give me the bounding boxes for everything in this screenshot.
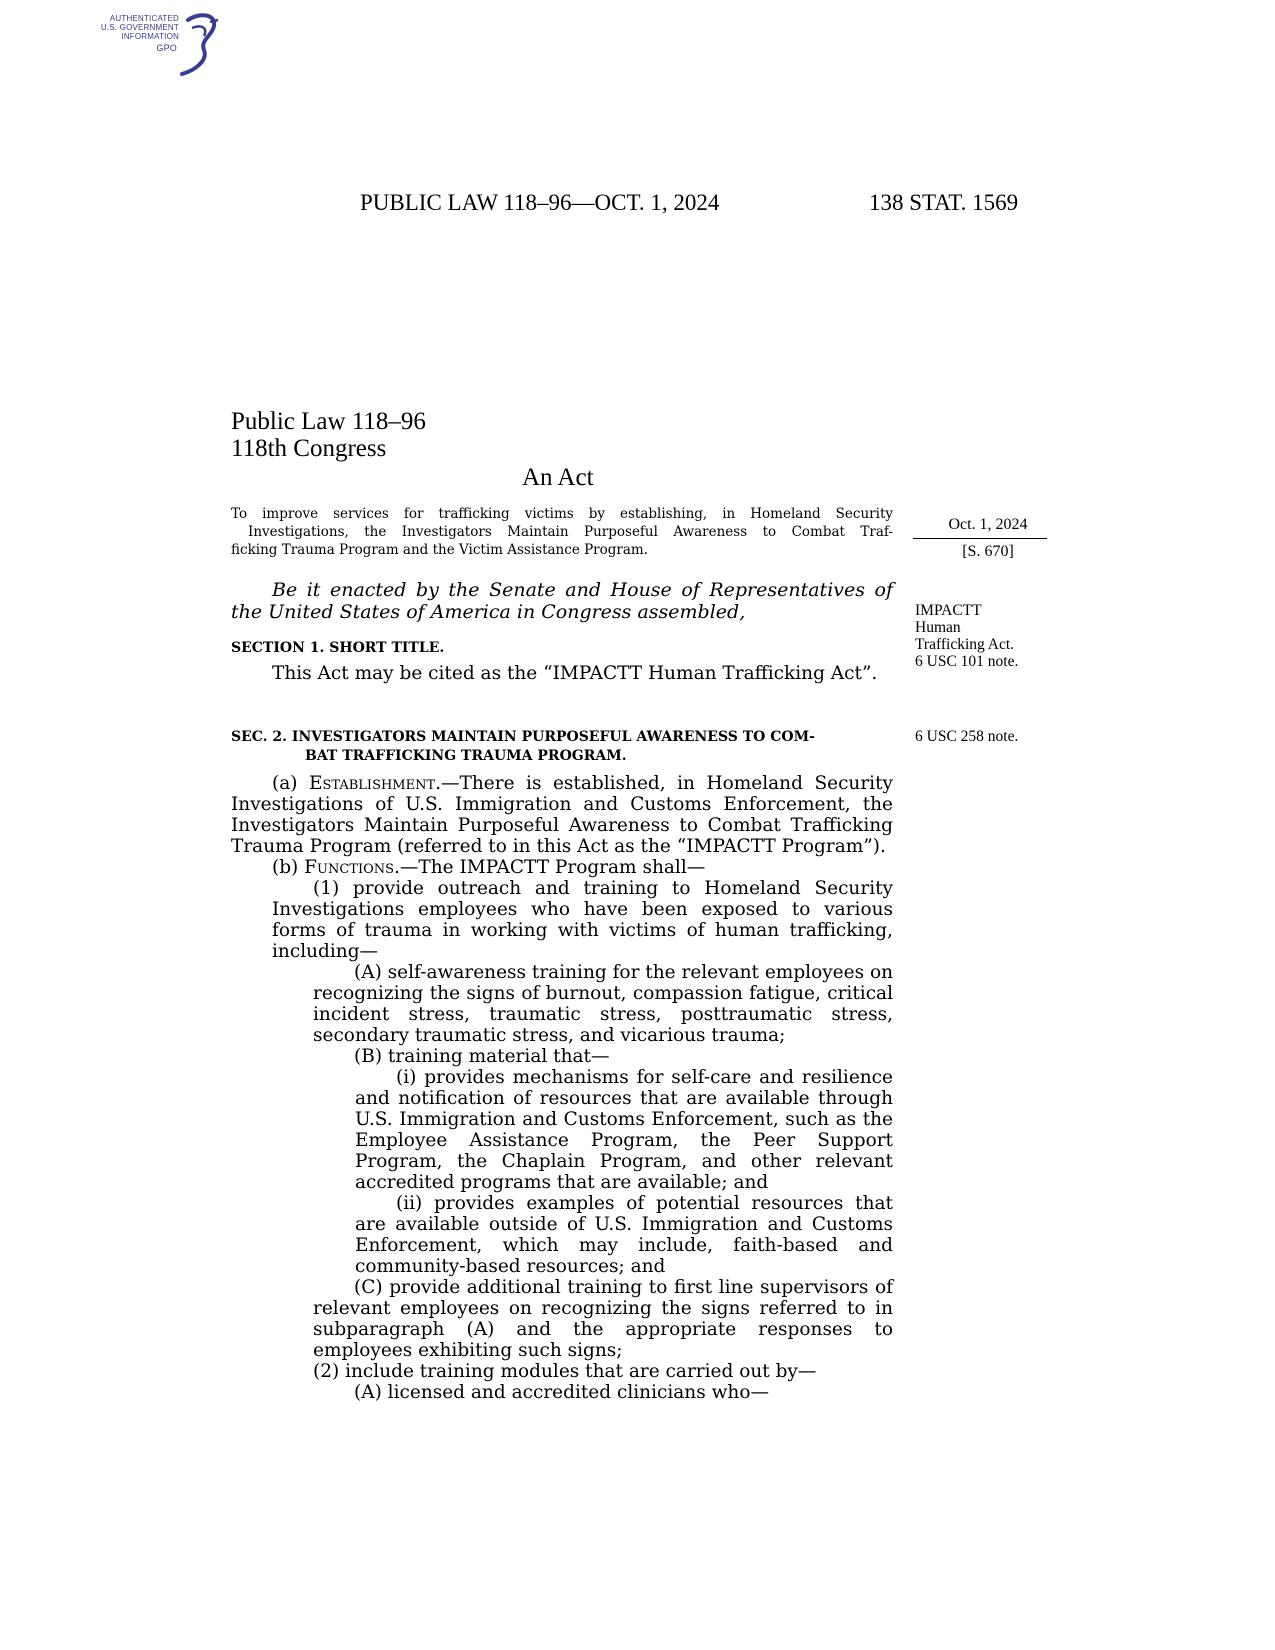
section-1-body: This Act may be cited as the “IMPACTT Human Trafficking Act”.	[272, 663, 878, 684]
statutes-page-number: 138 STAT. 1569	[869, 190, 1019, 215]
subparagraph-1A: (A) self-awareness training for the relevant employees on recognizing the signs of burnout, compassion fatigue, critical incident stress, traumatic stress, posttraumatic stress, secondary traumatic stress, and vicarious trauma;	[313, 962, 894, 1046]
margin-note-line: Human	[915, 619, 961, 636]
act-purpose	[231, 505, 893, 559]
clause-1Bii: (ii) provides examples of potential resources that are available outside of U.S. Immigration and Customs Enforcement, which may include, faith-based and community-based resources; and	[355, 1193, 893, 1277]
enactment-date-note: Oct. 1, 2024	[948, 516, 1028, 533]
purpose-line-2: Investigations, the Investigators Maintain Purposeful Awareness to Combat Traf-	[248, 524, 893, 540]
margin-divider	[913, 538, 1047, 539]
section-1-heading: SECTION 1. SHORT TITLE.	[231, 640, 445, 656]
seal-line-3: INFORMATION	[121, 32, 179, 41]
section-2-heading-line-2: BAT TRAFFICKING TRAUMA PROGRAM.	[305, 748, 627, 764]
bill-number-note: [S. 670]	[962, 543, 1014, 560]
sec2-margin-note: 6 USC 258 note.	[915, 728, 1019, 745]
subsection-a-label: (a)	[272, 773, 309, 794]
purpose-line-3: ficking Trauma Program and the Victim Assistance Program.	[231, 542, 648, 558]
purpose-line-1: To improve services for trafficking victims by establishing, in Homeland Security	[231, 506, 893, 522]
public-law-number: Public Law 118–96	[231, 408, 426, 435]
subparagraph-1C: (C) provide additional training to first line supervisors of relevant employees on recognizing the signs referred to in subparagraph (A) and the appropriate responses to employees exhibiting such signs;	[313, 1277, 893, 1361]
subparagraph-2A: (A) licensed and accredited clinicians who—	[354, 1382, 769, 1403]
congress-number: 118th Congress	[231, 435, 387, 462]
subsection-b-heading: Functions	[304, 857, 395, 878]
margin-note-line: Trafficking Act.	[915, 636, 1015, 653]
paragraph-2: (2) include training modules that are carried out by—	[313, 1361, 817, 1382]
gpo-authentication-seal	[92, 10, 227, 76]
enacting-clause: Be it enacted by the Senate and House of Representatives of the United States of America in Congress assembled,	[231, 579, 893, 623]
running-header-title: PUBLIC LAW 118–96—OCT. 1, 2024	[360, 190, 720, 215]
paragraph-1: (1) provide outreach and training to Homeland Security Investigations employees who have been exposed to various forms of trauma in working with victims of human trafficking, including—	[272, 878, 893, 962]
subparagraph-1B: (B) training material that—	[354, 1046, 610, 1067]
short-title-margin-note	[915, 602, 1055, 670]
section-2-body	[231, 773, 893, 1403]
subsection-a	[231, 773, 893, 857]
margin-note-line: 6 USC 101 note.	[915, 653, 1019, 670]
section-2-heading	[231, 728, 896, 766]
clause-1Bi: (i) provides mechanisms for self-care and resilience and notification of resources that are available through U.S. Immigration and Customs Enforcement, such as the Employee Assistance Program, the Peer Support Program, the Chaplain Program, and other relevant accredited programs that are available; and	[355, 1067, 893, 1193]
margin-note-line: IMPACTT	[915, 602, 982, 619]
seal-line-2: U.S. GOVERNMENT	[100, 23, 179, 32]
subsection-b-text: .—The IMPACTT Program shall—	[394, 857, 706, 878]
subsection-b	[231, 857, 893, 878]
seal-line-1: AUTHENTICATED	[109, 14, 179, 23]
subsection-a-heading: Establishment	[308, 773, 436, 794]
subsection-a-text: .—There is established, in Homeland Security Investigations of U.S. Immigration and Customs Enforcement, the Investigators Maintain Purposeful Awareness to Combat Trafficking Trauma Program (referred to in this Act as the “IMPACTT Program”).	[231, 773, 893, 857]
seal-gpo-mark: GPO	[156, 43, 177, 53]
subsection-b-label: (b)	[272, 857, 305, 878]
act-heading: An Act	[522, 464, 594, 491]
section-2-heading-line-1: SEC. 2. INVESTIGATORS MAINTAIN PURPOSEFUL AWARENESS TO COM-	[231, 729, 815, 745]
